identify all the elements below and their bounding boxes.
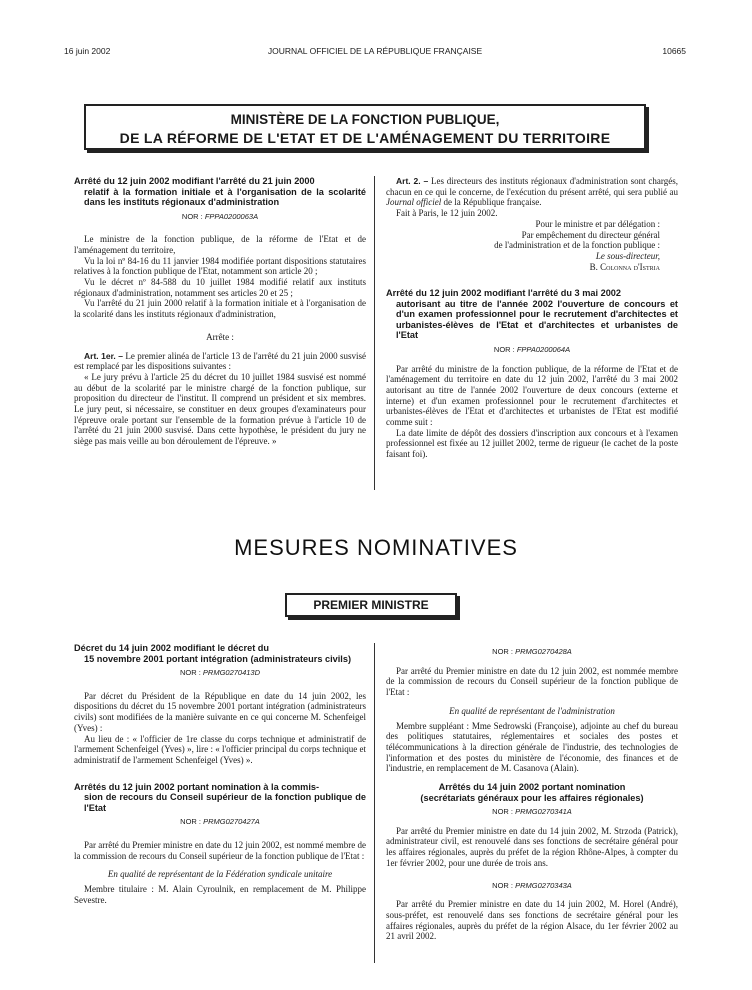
- arretes3-nor: NOR : PRMG0270427A: [180, 817, 260, 827]
- right-p1: Par arrêté du Premier ministre en date du 12 juin 2002, est nommée membre de la commission de recours du Conseil supérieur de la fonction publique de l'Etat :: [386, 665, 678, 698]
- signature-line-4: Le sous-directeur,: [595, 250, 660, 261]
- decret-title: Décret du 14 juin 2002 modifiant le décret du 15 novembre 2001 portant intégration (administrateurs civils): [74, 643, 352, 664]
- signature-line-2: Par empêchement du directeur général: [521, 229, 660, 240]
- arrete1-title: Arrêté du 12 juin 2002 modifiant l'arrêté du 21 juin 2000 relatif à la formation initiale et à l'organisation de la scolarité dans les instituts régionaux d'administration: [74, 176, 366, 207]
- arrete2-p2: La date limite de dépôt des dossiers d'inscription aux concours et à l'examen professionnel est fixée au 12 juillet 2002, terme de rigueur (le cachet de la poste faisant foi).: [386, 427, 678, 460]
- header-page-number: 10665: [662, 46, 686, 56]
- decret-p2: Au lieu de : « l'officier de 1re classe du corps technique et administratif de l'armement Schenfeigel (Yves) », lire : « l'officier principal du corps technique et administratif de l'armement Schenfeigel (Yves) ».: [74, 733, 366, 765]
- right-p2: Membre suppléant : Mme Sedrowski (Françoise), adjointe au chef du bureau des politiques statutaires, réglementaires et sociales des postes et télécommunications à la direction générale de l'industrie, des technologies de l'information et des postes du ministère de l'économie, des finances et de l'industrie, en remplacement de M. Casanova (Alain).: [386, 720, 678, 774]
- decret-nor: NOR : PRMG0270413D: [179, 668, 261, 677]
- header-date: 16 juin 2002: [64, 46, 111, 56]
- column-divider-bottom: [374, 643, 375, 963]
- arretes4-title: Arrêtés du 14 juin 2002 portant nomination (secrétariats généraux pour les affaires régionales): [420, 782, 644, 803]
- arretes4-nor2: NOR : PRMG0270343A: [492, 880, 572, 890]
- arrete1-arrete: Arrête :: [206, 331, 234, 342]
- premier-ministre-box: PREMIER MINISTRE: [285, 593, 457, 617]
- running-header: [64, 46, 686, 60]
- top-right-column: [386, 176, 678, 460]
- arrete1-p2: Vu la loi nº 84-16 du 11 janvier 1984 modifiée portant dispositions statutaires relatives à la fonction publique de l'Etat, notamment son article 20 ;: [74, 255, 366, 277]
- arrete1-art2: Art. 2. – Les directeurs des instituts régionaux d'administration sont chargés, chacun en ce qui le concerne, de l'exécution du présent arrêté, qui sera publié au Journal officiel de la République française.: [386, 176, 678, 208]
- arretes4-p2: Par arrêté du Premier ministre en date du 14 juin 2002, M. Horel (André), sous-préfet, est renouvelé dans ses fonctions de secrétaire général pour les affaires régionales, auprès du préfet de la région Alsace, du 1er février 2002 au 21 avril 2002.: [386, 899, 678, 942]
- arretes3-title: Arrêtés du 12 juin 2002 portant nomination à la commis- sion de recours du Conseil supérieur de la fonction publique de l'Etat: [74, 781, 366, 813]
- arrete2-title: Arrêté du 12 juin 2002 modifiant l'arrêté du 3 mai 2002 autorisant au titre de l'année 2002 l'ouverture de concours et d'un examen professionnel pour le recrutement d'architectes et urbanistes-élèves de l'Etat et d'architectes et urbanistes de l'Etat: [386, 288, 678, 341]
- header-journal: JOURNAL OFFICIEL DE LA RÉPUBLIQUE FRANÇAISE: [267, 46, 483, 56]
- signature-name: B. Colonna d'Istria: [589, 261, 660, 272]
- top-left-column: [74, 176, 366, 447]
- arretes4-p1: Par arrêté du Premier ministre en date du 14 juin 2002, M. Strzoda (Patrick), administrateur civil, est renouvelé dans ses fonctions de secrétaire général pour les affaires régionales, auprès du préfet de la région Rhône-Alpes, à compter du 1er février 2002, pour une durée de trois ans.: [386, 825, 678, 868]
- signature-line-1: Pour le ministre et par délégation :: [535, 218, 660, 229]
- right-qualite: En qualité de représentant de l'administration: [449, 705, 615, 716]
- ministry-line-1: MINISTÈRE DE LA FONCTION PUBLIQUE,: [230, 112, 500, 127]
- signature-line-3: de l'administration et de la fonction publique :: [494, 240, 660, 251]
- column-divider-top: [374, 176, 375, 490]
- ministry-line-2: DE LA RÉFORME DE L'ETAT ET DE L'AMÉNAGEMENT DU TERRITOIRE: [119, 130, 611, 146]
- arrete1-p1: Le ministre de la fonction publique, de la réforme de l'Etat et de l'aménagement du territoire,: [74, 234, 366, 255]
- decret-p1: Par décret du Président de la République en date du 14 juin 2002, les dispositions du décret du 15 novembre 2001 portant intégration (administrateurs civils) sont modifiées de la manière suivante en ce qui concerne M. Schenfeigel (Yves) :: [74, 690, 366, 733]
- arrete2-p1: Par arrêté du ministre de la fonction publique, de la réforme de l'Etat et de l'aménagement du territoire en date du 12 juin 2002, l'arrêté du 3 mai 2002 autorisant au titre de l'année 2002 l'ouverture de deux concours (externe et interne) et d'un examen professionnel pour le recrutement d'architectes et urbanistes-élèves de l'Etat et d'architectes et urbanistes de l'Etat est modifié comme suit :: [386, 363, 678, 428]
- arrete1-nor: NOR : FPPA0200063A: [181, 211, 259, 221]
- arretes3-qualite: En qualité de représentant de la Fédération syndicale unitaire: [107, 869, 333, 880]
- ministry-heading-box: [84, 104, 646, 150]
- arrete1-quote: « Le jury prévu à l'article 25 du décret du 10 juillet 1984 susvisé est nommé au début de la scolarité par le ministre chargé de la fonction publique, sur proposition du directeur de l'institut. Il comprend un président et six membres. Le jury peut, si nécessaire, se constituer en deux groupes d'examinateurs pour l'épreuve orale portant sur l'ensemble de la formation prévue à l'article 10 de l'arrêté du 21 juin 2000 susvisé. Dans cette hypothèse, le président du jury ne siège pas mais veille au bon déroulement de l'épreuve. »: [74, 371, 366, 447]
- bottom-left-column: [74, 643, 366, 905]
- arrete1-p4: Vu l'arrêté du 21 juin 2000 relatif à la formation initiale et à l'organisation de la scolarité dans les instituts régionaux d'administration,: [74, 298, 366, 320]
- arretes4-nor: NOR : PRMG0270341A: [492, 807, 572, 817]
- arrete1-fait: Fait à Paris, le 12 juin 2002.: [396, 208, 498, 219]
- bottom-right-column: [386, 643, 678, 942]
- right-nor-1: NOR : PRMG0270428A: [492, 647, 572, 656]
- section-title: MESURES NOMINATIVES: [234, 535, 518, 560]
- arrete1-p3: Vu le décret nº 84-588 du 10 juillet 1984 modifié relatif aux instituts régionaux d'administration, notamment ses articles 20 et 25 ;: [74, 277, 366, 298]
- arretes3-p1: Par arrêté du Premier ministre en date du 12 juin 2002, est nommé membre de la commission de recours du Conseil supérieur de la fonction publique de l'Etat :: [74, 839, 366, 861]
- arrete1-art1: Art. 1er. – Le premier alinéa de l'article 13 de l'arrêté du 21 juin 2000 susvisé est remplacé par les dispositions suivantes :: [74, 350, 366, 372]
- arretes3-p2: Membre titulaire : M. Alain Cyroulnik, en remplacement de M. Philippe Sevestre.: [74, 883, 366, 905]
- arrete2-nor: NOR : FPPA0200064A: [493, 344, 571, 354]
